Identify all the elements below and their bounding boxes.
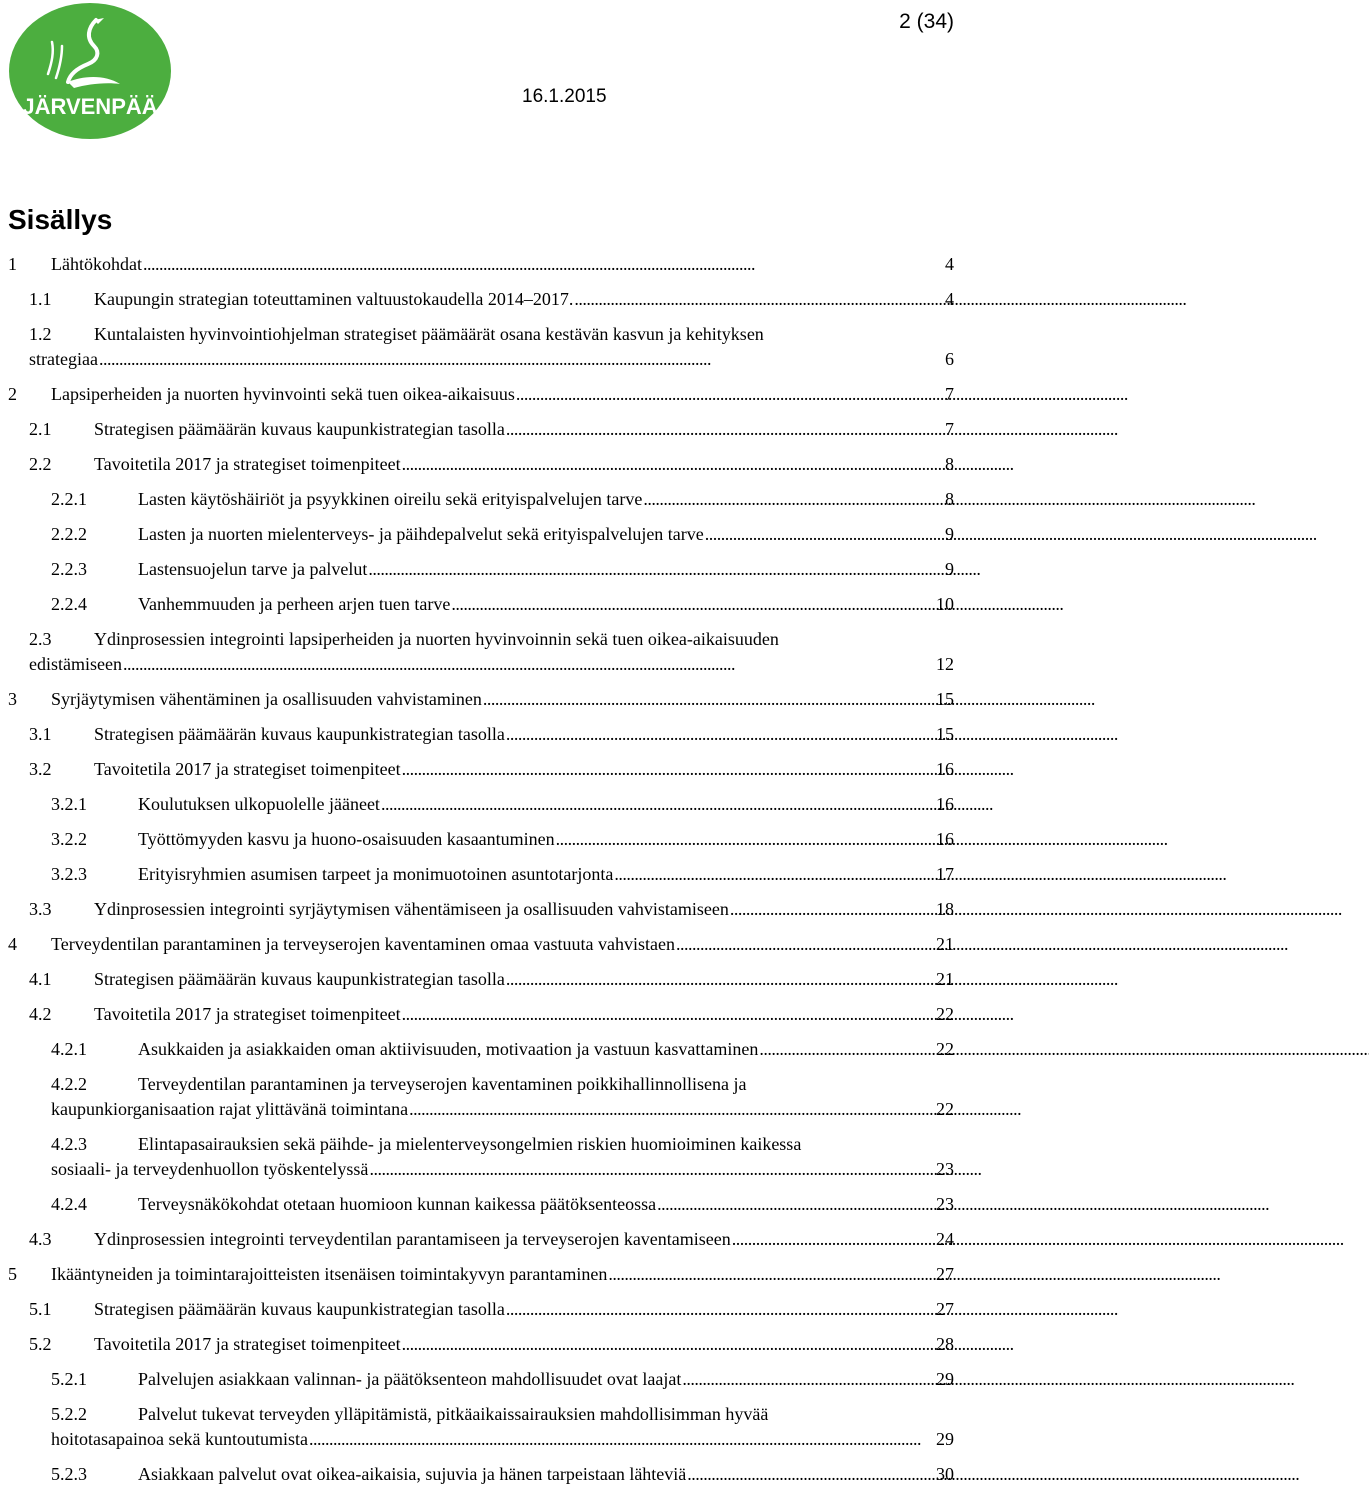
toc-dot-leader	[704, 522, 943, 547]
toc-dot-leader	[731, 1227, 934, 1252]
toc-entry-label: Vanhemmuuden ja perheen arjen tuen tarve	[138, 594, 451, 614]
toc-entry[interactable]	[0, 827, 960, 852]
toc-entry-label-continued: sosiaali- ja terveydenhuollon työskentelyssä	[51, 1159, 369, 1179]
toc-entry-label: Erityisryhmien asumisen tarpeet ja monimuotoinen asuntotarjonta	[138, 864, 614, 884]
toc-entry-number: 2.2.2	[51, 524, 87, 544]
toc-entry-page: 29	[936, 1369, 954, 1389]
toc-dot-leader	[505, 967, 934, 992]
toc-entry-label: Tavoitetila 2017 ja strategiset toimenpiteet	[94, 454, 401, 474]
toc-entry-page: 22	[936, 1099, 954, 1119]
toc-entry-number: 1.1	[29, 289, 52, 309]
toc-dot-leader	[408, 1097, 934, 1122]
toc-entry-page: 15	[936, 724, 954, 744]
toc-entry-label: Koulutuksen ulkopuolelle jääneet	[138, 794, 380, 814]
toc-entry[interactable]	[0, 1332, 960, 1357]
toc-entry-number: 5.1	[29, 1299, 52, 1319]
toc-entry[interactable]	[0, 1227, 960, 1252]
toc-entry-number: 2.1	[29, 419, 52, 439]
toc-entry-page: 9	[945, 559, 954, 579]
toc-entry-label: Ikääntyneiden ja toimintarajoitteisten itsenäisen toimintakyvyn parantaminen	[51, 1264, 608, 1284]
toc-entry-number: 5.2.2	[51, 1404, 87, 1424]
toc-entry[interactable]	[0, 687, 960, 712]
toc-entry-label: Lapsiperheiden ja nuorten hyvinvointi sekä tuen oikea-aikaisuus	[51, 384, 515, 404]
toc-entry[interactable]	[0, 1192, 960, 1217]
toc-entry-label: Strategisen päämäärän kuvaus kaupunkistrategian tasolla	[94, 419, 505, 439]
toc-entry-page: 8	[945, 489, 954, 509]
toc-dot-leader	[729, 897, 934, 922]
toc-entry-page: 7	[945, 384, 954, 404]
toc-entry-label: Työttömyyden kasvu ja huono-osaisuuden kasaantuminen	[138, 829, 555, 849]
toc-entry-page: 4	[945, 289, 954, 309]
toc-dot-leader	[401, 1332, 934, 1357]
toc-entry-label-continued: strategiaa	[29, 349, 98, 369]
toc-entry-number: 4.2.4	[51, 1194, 87, 1214]
toc-entry[interactable]	[0, 452, 960, 477]
toc-entry-label: Kuntalaisten hyvinvointiohjelman strategiset päämäärät osana kestävän kasvun ja kehityksen	[94, 324, 764, 344]
toc-entry-number: 4.2.1	[51, 1039, 87, 1059]
toc-entry-page: 30	[936, 1464, 954, 1484]
toc-entry-number: 4.1	[29, 969, 52, 989]
toc-entry[interactable]	[0, 252, 960, 277]
toc-entry-number: 5	[8, 1264, 17, 1284]
toc-entry-label: Kaupungin strategian toteuttaminen valtuustokaudella 2014–2017.	[94, 289, 574, 309]
toc-dot-leader	[675, 932, 934, 957]
toc-entry-page: 27	[936, 1299, 954, 1319]
toc-entry-label: Lastensuojelun tarve ja palvelut	[138, 559, 368, 579]
toc-entry-page: 27	[936, 1264, 954, 1284]
toc-entry[interactable]	[0, 522, 960, 547]
toc-entry-page: 22	[936, 1039, 954, 1059]
toc-dot-leader	[142, 252, 943, 277]
toc-entry-number: 4.3	[29, 1229, 52, 1249]
toc-entry-label: Ydinprosessien integrointi syrjäytymisen vähentämiseen ja osallisuuden vahvistamiseen	[94, 899, 729, 919]
toc-entry-number: 3.3	[29, 899, 52, 919]
toc-title: Sisällys	[8, 204, 113, 235]
toc-entry[interactable]	[0, 1002, 960, 1027]
toc-entry[interactable]	[0, 862, 960, 887]
toc-entry-number: 2.3	[29, 629, 52, 649]
document-date: 16.1.2015	[522, 86, 607, 107]
toc-entry-label: Lähtökohdat	[51, 254, 142, 274]
toc-entry-label: Elintapasairauksien sekä päihde- ja mielenterveysongelmien riskien huomioiminen kaikessa	[138, 1134, 802, 1154]
toc-entry-number: 3.2.2	[51, 829, 87, 849]
toc-entry-number: 1.2	[29, 324, 52, 344]
toc-dot-leader	[367, 557, 943, 582]
toc-entry-page: 4	[945, 254, 954, 274]
toc-entry-label: Tavoitetila 2017 ja strategiset toimenpiteet	[94, 759, 401, 779]
toc-dot-leader	[613, 862, 934, 887]
toc-dot-leader	[642, 487, 943, 512]
toc-entry-number: 2	[8, 384, 17, 404]
toc-entry-page: 22	[936, 1004, 954, 1024]
toc-entry-page: 15	[936, 689, 954, 709]
toc-dot-leader	[607, 1262, 934, 1287]
toc-entry[interactable]	[0, 967, 960, 992]
toc-entry-label: Syrjäytymisen vähentäminen ja osallisuuden vahvistaminen	[51, 689, 482, 709]
toc-entry-label: Strategisen päämäärän kuvaus kaupunkistrategian tasolla	[94, 1299, 505, 1319]
toc-entry-label: Asukkaiden ja asiakkaiden oman aktiivisuuden, motivaation ja vastuun kasvattaminen	[138, 1039, 759, 1059]
toc-dot-leader	[686, 1462, 934, 1487]
toc-entry-number: 2.2.1	[51, 489, 87, 509]
toc-entry-page: 21	[936, 969, 954, 989]
toc-entry-number: 2.2.3	[51, 559, 87, 579]
toc-entry-label: Lasten ja nuorten mielenterveys- ja päihdepalvelut sekä erityispalvelujen tarve	[138, 524, 704, 544]
toc-entry-number: 3.2.1	[51, 794, 87, 814]
toc-entry-page: 10	[936, 594, 954, 614]
toc-entry-label: Ydinprosessien integrointi terveydentilan parantamiseen ja terveyserojen kaventamiseen	[94, 1229, 731, 1249]
logo-text: JÄRVENPÄÄ	[22, 94, 158, 119]
toc-dot-leader	[122, 652, 934, 677]
toc-dot-leader	[505, 1297, 934, 1322]
toc-entry-page: 28	[936, 1334, 954, 1354]
toc-entry-number: 2.2	[29, 454, 52, 474]
toc-entry-page: 16	[936, 829, 954, 849]
toc-entry-page: 18	[936, 899, 954, 919]
toc-dot-leader	[573, 287, 943, 312]
toc-entry[interactable]	[0, 1262, 960, 1287]
toc-entry-label: Terveydentilan parantaminen ja terveyserojen kaventaminen omaa vastuuta vahvistaen	[51, 934, 675, 954]
toc-entry[interactable]	[0, 1132, 960, 1182]
toc-entry[interactable]	[0, 417, 960, 442]
toc-entry-page: 16	[936, 794, 954, 814]
toc-entry[interactable]	[0, 897, 960, 922]
toc-entry[interactable]	[0, 757, 960, 782]
toc-dot-leader	[380, 792, 934, 817]
toc-dot-leader	[98, 347, 943, 372]
toc-entry-number: 4.2	[29, 1004, 52, 1024]
toc-dot-leader	[401, 452, 943, 477]
toc-entry-label: Terveydentilan parantaminen ja terveyserojen kaventaminen poikkihallinnollisena ja	[138, 1074, 747, 1094]
toc-entry-label-continued: edistämiseen	[29, 654, 122, 674]
toc-entry-number: 3.1	[29, 724, 52, 744]
toc-entry-label: Tavoitetila 2017 ja strategiset toimenpiteet	[94, 1334, 401, 1354]
toc-entry-label-continued: kaupunkiorganisaation rajat ylittävänä toimintana	[51, 1099, 409, 1119]
toc-dot-leader	[656, 1192, 934, 1217]
toc-entry-label-continued: hoitotasapainoa sekä kuntoutumista	[51, 1429, 308, 1449]
toc-entry-number: 5.2.1	[51, 1369, 87, 1389]
toc-dot-leader	[681, 1367, 934, 1392]
toc-entry-page: 12	[936, 654, 954, 674]
toc-entry-label: Ydinprosessien integrointi lapsiperheiden ja nuorten hyvinvoinnin sekä tuen oikea-aikaisuuden	[94, 629, 779, 649]
toc-entry[interactable]	[0, 1402, 960, 1452]
toc-entry[interactable]	[0, 1367, 960, 1392]
page-number: 2 (34)	[899, 10, 954, 33]
toc-entry-number: 3	[8, 689, 17, 709]
toc-dot-leader	[308, 1427, 934, 1452]
toc-dot-leader	[401, 757, 934, 782]
toc-entry-label: Asiakkaan palvelut ovat oikea-aikaisia, sujuvia ja hänen tarpeistaan lähteviä	[138, 1464, 687, 1484]
toc-entry[interactable]	[0, 382, 960, 407]
toc-dot-leader	[505, 722, 934, 747]
toc-entry-page: 17	[936, 864, 954, 884]
toc-entry-number: 5.2.3	[51, 1464, 87, 1484]
toc-dot-leader	[401, 1002, 934, 1027]
toc-dot-leader	[505, 417, 943, 442]
toc-entry-page: 6	[945, 349, 954, 369]
toc-entry-number: 4.2.3	[51, 1134, 87, 1154]
toc-entry-label: Palvelut tukevat terveyden ylläpitämistä, pitkäaikaissairauksien mahdollisimman hyvää	[138, 1404, 769, 1424]
toc-dot-leader	[368, 1157, 934, 1182]
toc-entry[interactable]	[0, 932, 960, 957]
toc-entry-page: 16	[936, 759, 954, 779]
toc-entry-page: 23	[936, 1194, 954, 1214]
toc-entry-number: 1	[8, 254, 17, 274]
toc-entry-page: 24	[936, 1229, 954, 1249]
toc-entry-page: 29	[936, 1429, 954, 1449]
toc-entry[interactable]	[0, 557, 960, 582]
toc-entry[interactable]	[0, 1297, 960, 1322]
toc-entry[interactable]	[0, 592, 960, 617]
toc-entry-page: 23	[936, 1159, 954, 1179]
toc-entry[interactable]	[0, 792, 960, 817]
toc-dot-leader	[555, 827, 934, 852]
toc-dot-leader	[450, 592, 934, 617]
toc-entry-number: 5.2	[29, 1334, 52, 1354]
toc-entry-number: 3.2	[29, 759, 52, 779]
toc-entry-number: 2.2.4	[51, 594, 87, 614]
toc-entry[interactable]	[0, 1462, 960, 1487]
toc-entry-page: 7	[945, 419, 954, 439]
toc-entry-page: 9	[945, 524, 954, 544]
toc-entry-label: Palvelujen asiakkaan valinnan- ja päätöksenteon mahdollisuudet ovat laajat	[138, 1369, 682, 1389]
toc-dot-leader	[482, 687, 934, 712]
toc-entry-page: 21	[936, 934, 954, 954]
toc-entry[interactable]	[0, 287, 960, 312]
toc-entry-number: 3.2.3	[51, 864, 87, 884]
toc-entry[interactable]	[0, 487, 960, 512]
toc-dot-leader	[758, 1037, 934, 1062]
toc-entry[interactable]	[0, 322, 960, 372]
toc-entry-label: Tavoitetila 2017 ja strategiset toimenpiteet	[94, 1004, 401, 1024]
toc-dot-leader	[515, 382, 943, 407]
toc-entry[interactable]	[0, 1037, 960, 1062]
toc-entry-label: Terveysnäkökohdat otetaan huomioon kunnan kaikessa päätöksenteossa	[138, 1194, 657, 1214]
toc-entry-label: Strategisen päämäärän kuvaus kaupunkistrategian tasolla	[94, 969, 505, 989]
toc-entry-page: 8	[945, 454, 954, 474]
toc-entry-number: 4	[8, 934, 17, 954]
toc-entry[interactable]	[0, 1072, 960, 1122]
toc-entry-label: Lasten käytöshäiriöt ja psyykkinen oireilu sekä erityispalvelujen tarve	[138, 489, 643, 509]
toc-entry[interactable]	[0, 722, 960, 747]
toc-entry[interactable]	[0, 627, 960, 677]
toc-entry-number: 4.2.2	[51, 1074, 87, 1094]
toc-entry-label: Strategisen päämäärän kuvaus kaupunkistrategian tasolla	[94, 724, 505, 744]
